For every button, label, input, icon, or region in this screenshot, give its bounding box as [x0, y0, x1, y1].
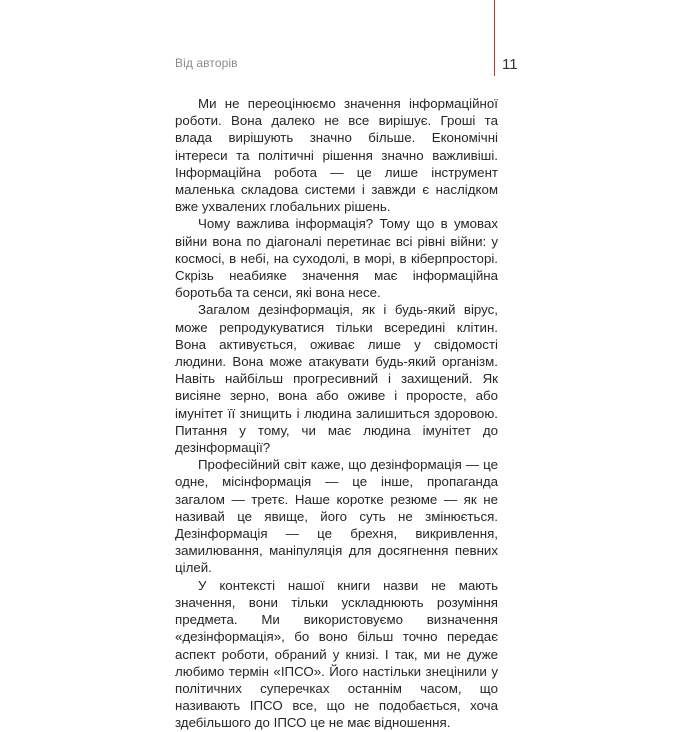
page-number: 11 [502, 56, 518, 73]
running-head: Від авторів [175, 56, 238, 70]
paragraph: Професійний світ каже, що дезінформація — це одне, місінформація — це інше, пропаганда загалом — третє. Наше коротке резюме — як не називай це явище, його суть не змінюється. Дезінформація — це брехня, викривлення, замилювання, маніпуляція для досягнення певних цілей. [175, 457, 498, 576]
paragraph: Ми не переоцінюємо значення інформаційної роботи. Вона далеко не все вирішує. Гроші та влада вирішують значно більше. Економічні інтереси та політичні рішення значно важливіші. Інформаційна робота — це лише інструмент маленька складова системи і завжди є наслідком вже ухвалених глобальних рішень. [175, 96, 498, 215]
paragraph: Чому важлива інформація? Тому що в умовах війни вона по діагоналі перетинає всі рівні війни: у космосі, в небі, на суходолі, в морі, в кіберпросторі. Скрізь неабияке значення має інформаційна боротьба та сенси, які вона несе. [175, 216, 498, 301]
header-rule [494, 0, 495, 76]
paragraph: У контексті нашої книги назви не мають значення, вони тільки ускладнюють розуміння предмета. Ми використовуємо визначення «дезінформація», бо воно більш точно передає аспект роботи, обраний у книзі. І так, ми не дуже любимо термін «ІПСО». Його настільки знецінили у політичних суперечках останнім часом, що називають ІПСО все, що не подобається, хоча здебільшого до ІПСО це не має відношення. [175, 577, 498, 731]
body-text [175, 95, 498, 732]
paragraph: Загалом дезінформація, як і будь-який вірус, може репродукуватися тільки всередині клітин. Вона активується, оживає лише у свідомості людини. Вона може атакувати будь-який організм. Навіть найбільш прогресивний і захищений. Як висіяне зерно, вона або оживе і проросте, або імунітет її знищить і людина залишиться здоровою. Питання у тому, чи має людина імунітет до дезінформації? [175, 302, 498, 456]
